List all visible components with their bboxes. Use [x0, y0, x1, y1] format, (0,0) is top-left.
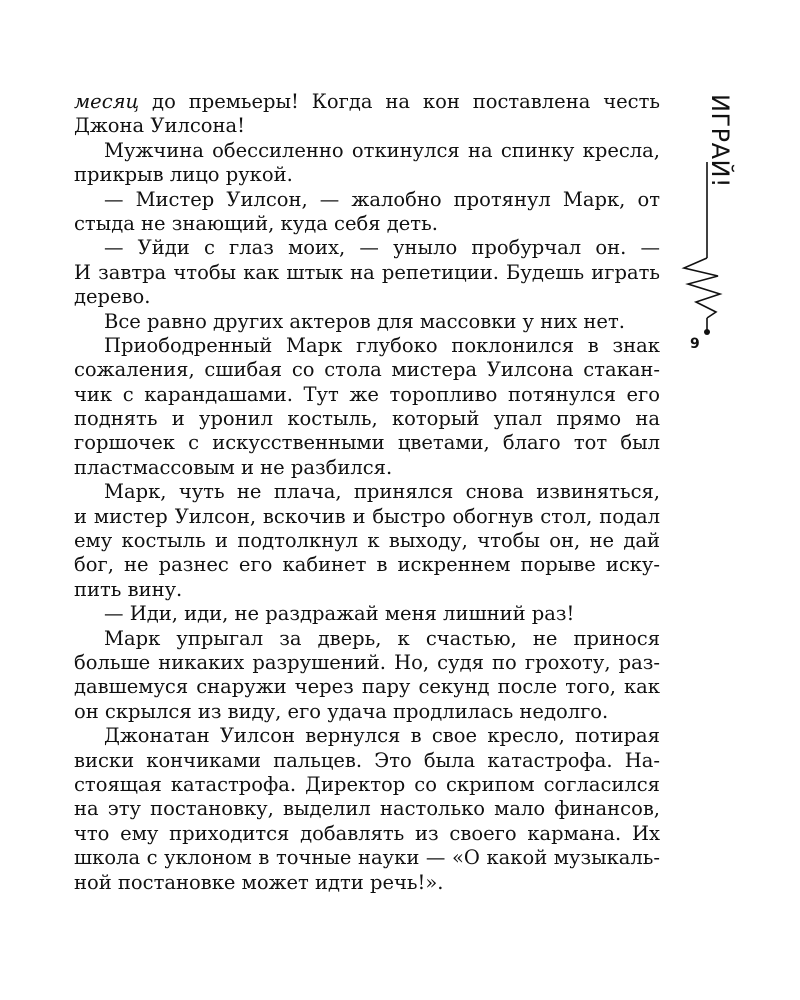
text-line: Джонатан Уилсон вернулся в свое кресло, потирая [104, 724, 660, 748]
text-line: — Мистер Уилсон, — жалобно протянул Марк, от [104, 187, 660, 211]
page-number: 9 [690, 336, 700, 352]
text-line: дерево. [74, 285, 151, 309]
text-line: давшемуся снаружи через пару секунд после того, как [74, 675, 660, 699]
zigzag-pulse [684, 258, 720, 318]
text-line: стоящая катастрофа. Директор со скрипом согласился [74, 772, 660, 796]
text-line: Джона Уилсона! [74, 114, 245, 138]
text-line: больше никаких разрушений. Но, судя по грохоту, раз- [74, 650, 660, 674]
text-line: Марк, чуть не плача, принялся снова извиняться, [104, 480, 660, 504]
text-line: — Иди, иди, не раздражай меня лишний раз! [104, 602, 575, 626]
heartbeat-line-icon [680, 90, 740, 370]
text-line: прикрыв лицо рукой. [74, 163, 293, 187]
running-head-brand: ИГРАЙ! [706, 94, 734, 189]
text-line: что ему приходится добавлять из своего кармана. Их [74, 821, 660, 845]
text-line: и мистер Уилсон, вскочив и быстро обогнув стол, подал [74, 504, 660, 528]
italic-word: месяц [74, 90, 140, 113]
text-line: Марк упрыгал за дверь, к счастью, не принося [104, 626, 660, 650]
page-text [74, 90, 660, 895]
text-line: стыда не знающий, куда себя деть. [74, 211, 438, 235]
text-line: И завтра чтобы как штык на репетиции. Будешь играть [74, 260, 660, 284]
text-line: — Уйди с глаз моих, — уныло пробурчал он. — [104, 236, 660, 260]
text-line: виски кончиками пальцев. Это была катастрофа. На- [74, 748, 660, 772]
text-line: на эту постановку, выделил настолько мало финансов, [74, 797, 660, 821]
text-line: ему костыль и подтолкнул к выходу, чтобы он, не дай [74, 529, 660, 553]
text-line: ной постановке может идти речь!». [74, 870, 444, 894]
text-line: пластмассовым и не разбился. [74, 455, 393, 479]
text-line: школа с уклоном в точные науки — «О какой музыкаль- [74, 846, 660, 870]
text-line: чик с карандашами. Тут же торопливо потянулся его [74, 382, 660, 406]
text-line: сожаления, сшибая со стола мистера Уилсона стакан- [74, 358, 660, 382]
text-line: Мужчина обессиленно откинулся на спинку кресла, [104, 138, 660, 162]
line-end-dot [704, 329, 710, 335]
text-line-content: до премьеры! Когда на кон поставлена честь [139, 90, 660, 113]
text-line: поднять и уронил костыль, который упал прямо на [74, 407, 660, 431]
text-line [74, 90, 660, 114]
text-line: он скрылся из виду, его удача продлилась недолго. [74, 699, 609, 723]
text-line: Все равно других актеров для массовки у них нет. [104, 309, 625, 333]
text-line: пить вину. [74, 577, 183, 601]
text-line: горшочек с искусственными цветами, благо тот был [74, 431, 660, 455]
text-line: Приободренный Марк глубоко поклонился в знак [104, 333, 660, 357]
text-line: бог, не разнес его кабинет в искреннем порыве иску- [74, 553, 660, 577]
